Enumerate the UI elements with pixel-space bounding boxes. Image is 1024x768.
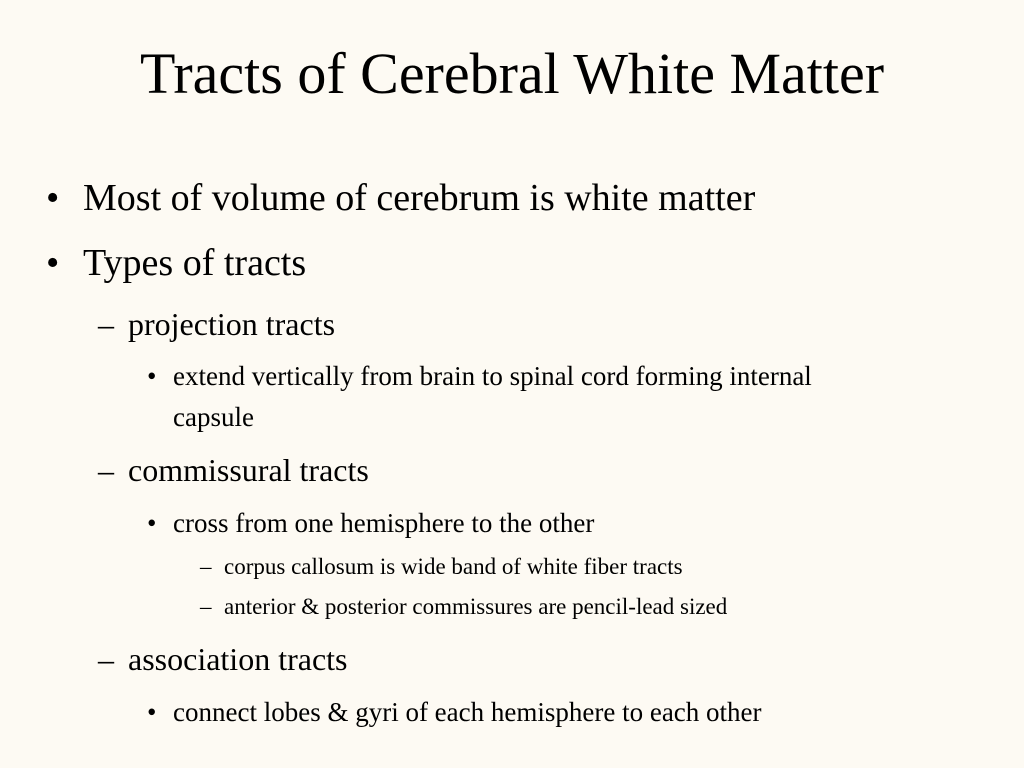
sub-item-text: association tracts (128, 641, 348, 677)
bullet-text: Types of tracts (83, 242, 307, 284)
sub-item-text: projection tracts (128, 306, 336, 342)
dash-marker: – (200, 554, 212, 579)
sub-sub-item-text-line2: capsule (173, 402, 254, 432)
bullet-marker: • (147, 508, 157, 538)
slide-title: Tracts of Cerebral White Matter (139, 41, 885, 106)
sub-sub-item-text-line1: extend vertically from brain to spinal cord forming internal (173, 361, 812, 391)
sub-sub-item-text: connect lobes & gyri of each hemisphere to each other (173, 697, 762, 727)
dash-marker: – (98, 452, 114, 488)
dash-marker: – (98, 641, 114, 677)
level4-item-text: anterior & posterior commissures are pencil-lead sized (224, 594, 728, 619)
bullet-text: Most of volume of cerebrum is white matter (83, 177, 756, 219)
bullet-marker: • (46, 177, 60, 219)
sub-sub-item-text: cross from one hemisphere to the other (173, 508, 595, 538)
dash-marker: – (200, 594, 212, 619)
bullet-marker: • (46, 242, 60, 284)
level4-item-text: corpus callosum is wide band of white fiber tracts (224, 554, 683, 579)
bullet-marker: • (147, 697, 157, 727)
dash-marker: – (98, 306, 114, 342)
sub-item-text: commissural tracts (128, 452, 369, 488)
bullet-marker: • (147, 361, 157, 391)
